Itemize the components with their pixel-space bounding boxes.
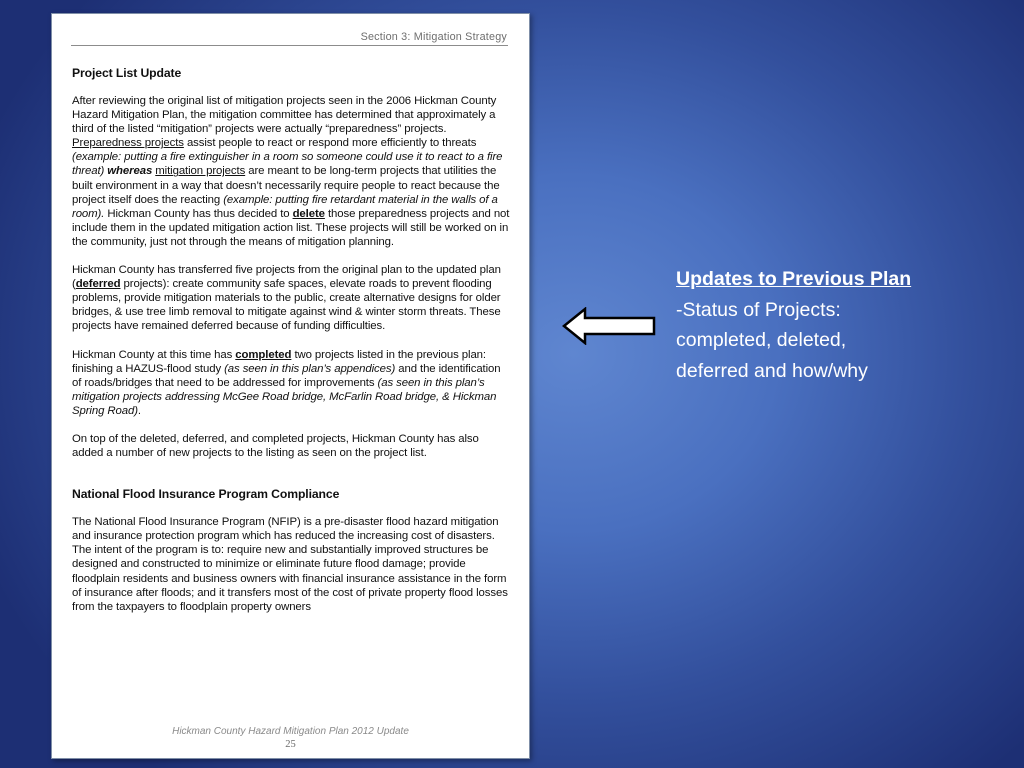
example-text: (example: putting fire retardant material in the walls of a room).: [72, 193, 498, 220]
callout-line: completed, deleted,: [676, 329, 847, 351]
paragraph-completed: [72, 348, 512, 418]
example-text: (example: putting a fire extinguisher in a room so someone could use it to react to a fire threat): [72, 151, 503, 178]
text-run: Hickman County has transferred five projects from the original plan to the updated plan (: [72, 264, 501, 291]
text-run: those preparedness projects and not include them in the updated mitigation action list. These projects will still be worked on in the community, just not through the means of mitigation planning.: [72, 207, 510, 248]
paragraph-preparedness: [72, 94, 512, 249]
term-delete: delete: [292, 207, 325, 220]
emphasis-whereas: whereas: [104, 165, 156, 178]
text-run: projects): create community safe spaces, elevate roads to prevent flooding problems, provide mitigation materials to the public, create alternative designs for older bridges, & use tree limb removal to mitigate against wind & winter storm threats. These projects have remained deferred because of funding difficulties.: [72, 278, 501, 333]
text-run: Hickman County at this time has: [72, 348, 236, 361]
left-arrow-icon: [561, 307, 657, 345]
text-run: are meant to be long-term projects that utilities the built environment in a way that doesn’t necessarily require people to react because the project itself does the reacting: [72, 165, 500, 206]
example-text: (as seen in this plan’s mitigation projects addressing McGee Road bridge, McFarlin Road bridge, & Hickman Spring Road): [72, 376, 497, 417]
paragraph-deferred: [72, 263, 512, 333]
callout-line: deferred and how/why: [676, 359, 868, 382]
section-heading-nfip: National Flood Insurance Program Compliance: [72, 487, 340, 502]
page-number: 25: [285, 739, 296, 750]
document-body: [72, 66, 512, 628]
callout-line: -Status of Projects:: [676, 298, 841, 321]
text-run: two projects listed in the previous plan: finishing a HAZUS-flood study: [72, 348, 486, 375]
paragraph-new-projects: On top of the deleted, deferred, and completed projects, Hickman County has also added a number of new projects to the listing as seen on the project list.: [72, 432, 479, 460]
term-preparedness-projects: Preparedness projects: [72, 137, 184, 150]
term-deferred: deferred: [75, 278, 121, 291]
text-run: assist people to react or respond more efficiently to threats: [183, 137, 477, 150]
term-mitigation-projects: mitigation projects: [155, 165, 246, 178]
term-completed: completed: [235, 348, 292, 361]
callout-text: [676, 264, 996, 386]
text-run: and the identification of roads/bridges that need to be addressed for improvements: [72, 362, 501, 389]
example-text: (as seen in this plan’s appendices): [224, 362, 396, 375]
paragraph-nfip: The National Flood Insurance Program (NFIP) is a pre-disaster flood hazard mitigation and insurance protection program which has reduced the increasing cost of disasters. The intent of the program is to: require new and substantially improved structures be designed and constructed to minimize or eliminate future flood damage; provide floodplain residents and business owners with financial insurance assistance in the form of insurance after floods; and it transfers most of the cost of private property flood losses from the taxpayers to floodplain property owners: [72, 516, 508, 613]
text-run: .: [137, 404, 141, 417]
text-run: After reviewing the original list of mitigation projects seen in the 2006 Hickman County Hazard Mitigation Plan, the mitigation committee has determined that approximately a third of the listed “mitigation” projects were actually “preparedness” projects.: [72, 95, 497, 136]
document-header: Section 3: Mitigation Strategy: [360, 31, 507, 43]
section-heading-project-list: Project List Update: [72, 66, 182, 80]
header-divider: [71, 45, 508, 46]
text-run: Hickman County has thus decided to: [104, 207, 293, 220]
document-footer: Hickman County Hazard Mitigation Plan 2012 Update: [172, 726, 409, 737]
document-page: [51, 13, 530, 759]
callout-title: Updates to Previous Plan: [676, 268, 912, 290]
